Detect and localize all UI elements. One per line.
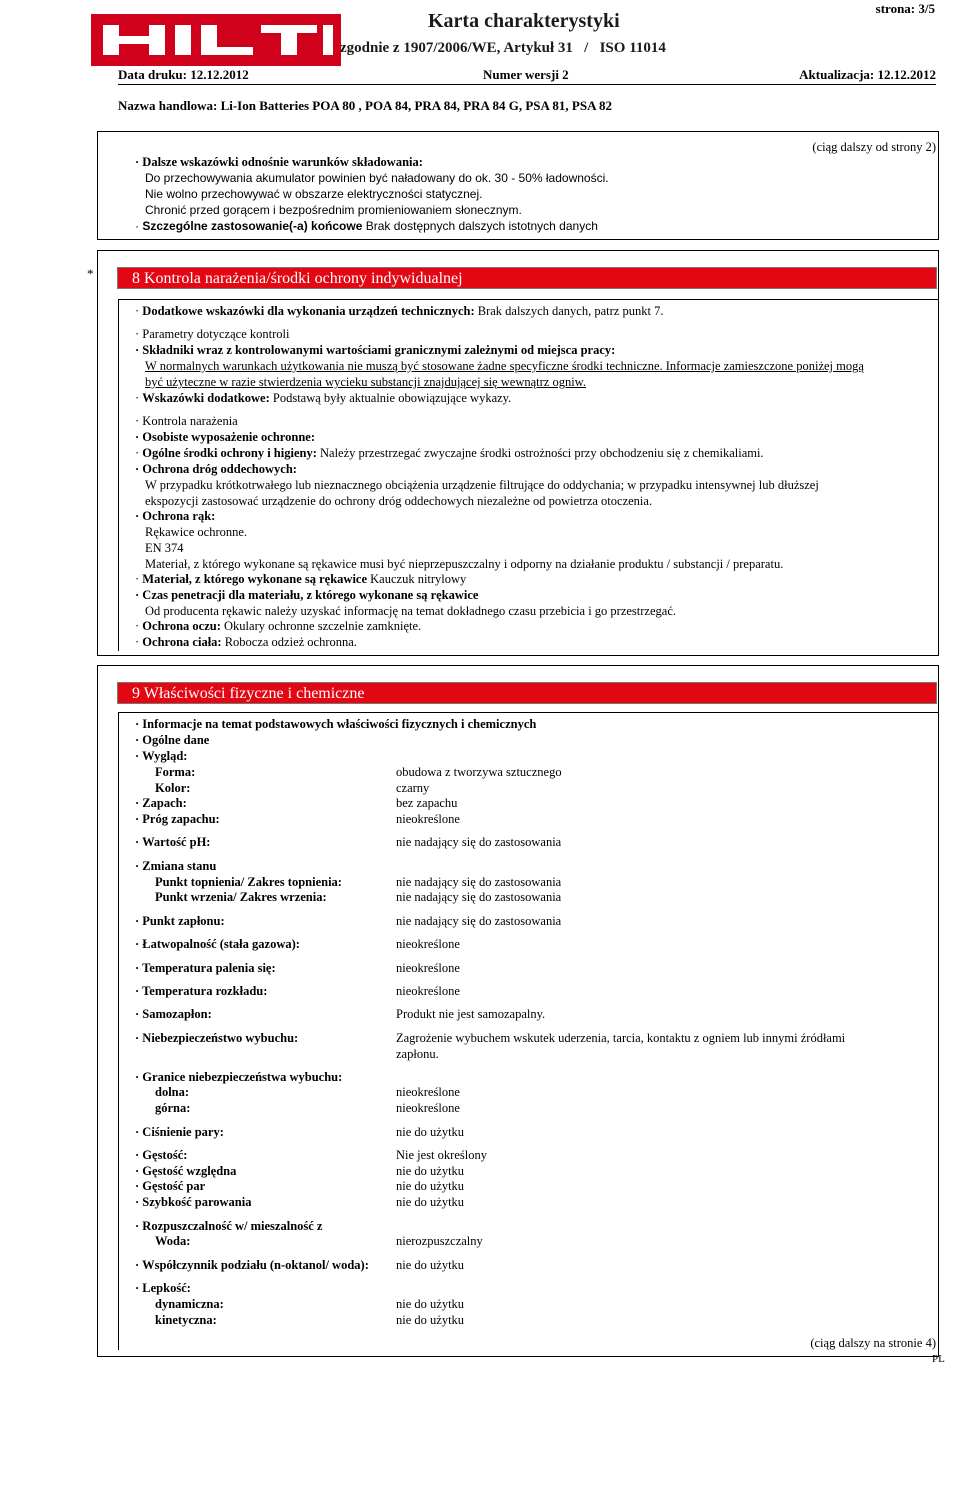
- property-label: Woda:: [155, 1234, 191, 1248]
- property-label: · Lepkość:: [135, 1281, 191, 1297]
- tech-value: Brak dalszych danych, patrz punkt 7.: [477, 304, 664, 318]
- storage-line: Do przechowywania akumulator powinien być naładowany do ok. 30 - 50% ładowności.: [145, 171, 609, 185]
- glove-material-line: · Materiał, z którego wykonane są rękawice Kauczuk nitrylowy: [135, 572, 467, 586]
- property-value: obudowa z tworzywa sztucznego: [396, 765, 562, 779]
- extra-note: · Wskazówki dodatkowe: Podstawą były aktualnie obowiązujące wykazy.: [135, 391, 512, 405]
- property-label: · Współczynnik podziału (n-oktanol/ woda):: [135, 1258, 369, 1274]
- eye-value: Okulary ochronne szczelnie zamknięte.: [224, 619, 422, 633]
- property-label: · Niebezpieczeństwo wybuchu:: [135, 1031, 298, 1047]
- property-value: nie nadający się do zastosowania: [396, 890, 562, 904]
- property-label: kinetyczna:: [155, 1313, 217, 1327]
- hand-text: Rękawice ochronne.: [145, 525, 248, 539]
- glove-material-label: Materiał, z którego wykonane są rękawice: [142, 572, 368, 586]
- property-label: · Temperatura rozkładu:: [135, 984, 267, 1000]
- section-8-heading: 8 Kontrola narażenia/środki ochrony indywidualnej: [117, 267, 937, 289]
- property-value: nie nadający się do zastosowania: [396, 835, 562, 849]
- property-label: górna:: [155, 1101, 191, 1115]
- glove-material-value: Kauczuk nitrylowy: [370, 572, 467, 586]
- property-value: Zagrożenie wybuchem wskutek uderzenia, tarcia, kontaktu z ogniem lub innymi źródłami: [396, 1031, 846, 1045]
- property-label: · Zmiana stanu: [135, 859, 216, 875]
- property-label: · Rozpuszczalność w/ mieszalność z: [135, 1219, 322, 1235]
- update-date: Aktualizacja: 12.12.2012: [799, 67, 936, 82]
- property-label: · Gęstość względna: [135, 1164, 236, 1180]
- storage-box: [97, 131, 939, 240]
- property-value: nie do użytku: [396, 1195, 465, 1209]
- body-value: Robocza odzież ochronna.: [224, 635, 357, 649]
- property-label: · Łatwopalność (stała gazowa):: [135, 937, 300, 953]
- extra-value: Podstawą były aktualnie obowiązujące wykazy.: [272, 391, 512, 405]
- property-label: · Szybkość parowania: [135, 1195, 251, 1211]
- property-label: · Wartość pH:: [135, 835, 210, 851]
- penetration-heading: · Czas penetracji dla materiału, z którego wykonane są rękawice: [135, 588, 478, 604]
- section-9-box: [97, 665, 939, 1357]
- property-label: · Próg zapachu:: [135, 812, 220, 828]
- storage-line: Nie wolno przechowywać w obszarze elektryczności statycznej.: [145, 187, 483, 201]
- ingredients-text: W normalnych warunkach użytkowania nie muszą być stosowane żadne specyficzne środki techniczne. Informacje zamieszczone poniżej mogą: [145, 359, 864, 373]
- print-date: Data druku: 12.12.2012: [118, 67, 249, 82]
- hand-text: Materiał, z którego wykonane są rękawice musi być nieprzepuszczalny i odporny na działanie produktu / substancji / preparatu.: [145, 557, 784, 571]
- property-label: · Gęstość:: [135, 1148, 187, 1164]
- tech-label: Dodatkowe wskazówki dla wykonania urządzeń technicznych:: [142, 304, 475, 318]
- body-label: Ochrona ciała:: [142, 635, 222, 649]
- property-value: Produkt nie jest samozapalny.: [396, 1007, 546, 1021]
- hilti-logo: [91, 14, 341, 66]
- respiratory-heading: · Ochrona dróg oddechowych:: [135, 462, 297, 478]
- document-subtitle: zgodnie z 1907/2006/WE, Artykuł 31 / ISO 11014: [340, 40, 666, 56]
- property-value: Nie jest określony: [396, 1148, 487, 1162]
- property-label: · Zapach:: [135, 796, 187, 812]
- continued-from-note: (ciąg dalszy od strony 2): [812, 140, 936, 154]
- property-label: dolna:: [155, 1085, 190, 1099]
- property-label: · Samozapłon:: [135, 1007, 212, 1023]
- eye-label: Ochrona oczu:: [142, 619, 221, 633]
- special-use-line: · Szczególne zastosowanie(-a) końcowe Brak dostępnych dalszych istotnych danych: [135, 219, 598, 233]
- property-label: · Temperatura palenia się:: [135, 961, 276, 977]
- property-label: dynamiczna:: [155, 1297, 224, 1311]
- revision-marker: *: [87, 266, 94, 281]
- property-value-continued: zapłonu.: [396, 1047, 439, 1061]
- property-label: · Granice niebezpieczeństwa wybuchu:: [135, 1070, 342, 1086]
- storage-heading: · Dalsze wskazówki odnośnie warunków składowania:: [135, 155, 423, 171]
- hygiene-line: · Ogólne środki ochrony i higieny: Należy przestrzegać zwyczajne środki ostrożności przy obchodzeniu się z chemikaliami.: [135, 446, 764, 460]
- property-value: nie nadający się do zastosowania: [396, 875, 562, 889]
- document-title: Karta charakterystyki: [428, 10, 620, 32]
- hand-heading: · Ochrona rąk:: [135, 509, 215, 525]
- section-9-content: [118, 712, 938, 1350]
- storage-line: Chronić przed gorącem i bezpośrednim promieniowaniem słonecznym.: [145, 203, 522, 217]
- hygiene-label: Ogólne środki ochrony i higieny:: [142, 446, 317, 460]
- property-value: nieokreślone: [396, 1085, 460, 1099]
- hygiene-value: Należy przestrzegać zwyczajne środki ostrożności przy obchodzeniu się z chemikaliami.: [320, 446, 764, 460]
- trade-name: Nazwa handlowa: Li-Ion Batteries POA 80 , POA 84, PRA 84, PRA 84 G, PSA 81, PSA 82: [118, 98, 613, 113]
- property-value: nie do użytku: [396, 1313, 465, 1327]
- property-value: nie do użytku: [396, 1297, 465, 1311]
- property-label: · Wygląd:: [135, 749, 187, 765]
- property-label: · Ogólne dane: [135, 733, 209, 749]
- ppe-heading: · Osobiste wyposażenie ochronne:: [135, 430, 315, 446]
- property-label: Forma:: [155, 765, 196, 779]
- property-label: Punkt topnienia/ Zakres topnienia:: [155, 875, 342, 889]
- property-value: nieokreślone: [396, 812, 460, 826]
- property-label: Punkt wrzenia/ Zakres wrzenia:: [155, 890, 327, 904]
- property-value: nie do użytku: [396, 1258, 465, 1272]
- property-value: nie do użytku: [396, 1164, 465, 1178]
- property-value: nieokreślone: [396, 1101, 460, 1115]
- property-label: Kolor:: [155, 781, 191, 795]
- property-value: nieokreślone: [396, 961, 460, 975]
- property-value: nie do użytku: [396, 1125, 465, 1139]
- hand-standard: EN 374: [145, 541, 184, 555]
- property-value: nieokreślone: [396, 984, 460, 998]
- property-label: · Gęstość par: [135, 1179, 205, 1195]
- special-use-value: Brak dostępnych dalszych istotnych danych: [365, 219, 598, 233]
- extra-label: Wskazówki dodatkowe:: [142, 391, 270, 405]
- property-value: nie nadający się do zastosowania: [396, 914, 562, 928]
- property-value: nieokreślone: [396, 937, 460, 951]
- section-8-content: [118, 299, 938, 651]
- property-value: nie do użytku: [396, 1179, 465, 1193]
- property-value: nierozpuszczalny: [396, 1234, 483, 1248]
- eye-line: · Ochrona oczu: Okulary ochronne szczelnie zamknięte.: [135, 619, 422, 633]
- tech-note: · Dodatkowe wskazówki dla wykonania urządzeń technicznych: Brak dalszych danych, patrz punkt 7.: [135, 304, 664, 318]
- page-number: strona: 3/5: [875, 1, 935, 16]
- language-code: PL: [932, 1353, 945, 1365]
- property-label: · Informacje na temat podstawowych właściwości fizycznych i chemicznych: [135, 717, 536, 733]
- header-divider: [118, 84, 936, 85]
- section-9-heading: 9 Właściwości fizyczne i chemiczne: [117, 682, 937, 704]
- property-label: · Ciśnienie pary:: [135, 1125, 224, 1141]
- ingredients-heading: · Składniki wraz z kontrolowanymi wartościami granicznymi zależnymi od miejsca pracy:: [135, 343, 615, 359]
- property-label: · Punkt zapłonu:: [135, 914, 225, 930]
- special-use-label: Szczególne zastosowanie(-a) końcowe: [142, 219, 363, 233]
- ingredients-text: być użyteczne w razie stwierdzenia wycieku substancji znajdującej się wewnątrz ogniw.: [145, 375, 587, 389]
- respiratory-text: ekspozycji zastosować urządzenie do ochrony dróg oddechowych niezależne od powietrza otoczenia.: [145, 494, 653, 508]
- respiratory-text: W przypadku krótkotrwałego lub nieznacznego obciążenia urządzenie filtrujące do oddychania; w przypadku intensywnej lub dłuższej: [145, 478, 819, 492]
- penetration-text: Od producenta rękawic należy uzyskać informację na temat dokładnego czasu przebicia i go przestrzegać.: [145, 604, 676, 618]
- section-8-box: [97, 250, 939, 656]
- property-value: bez zapachu: [396, 796, 458, 810]
- property-value: czarny: [396, 781, 430, 795]
- continued-to-note: (ciąg dalszy na stronie 4): [810, 1336, 936, 1350]
- version-number: Numer wersji 2: [483, 67, 569, 82]
- exposure-heading: · Kontrola narażenia: [135, 414, 238, 430]
- control-params: · Parametry dotyczące kontroli: [135, 327, 289, 343]
- body-line: · Ochrona ciała: Robocza odzież ochronna.: [135, 635, 357, 649]
